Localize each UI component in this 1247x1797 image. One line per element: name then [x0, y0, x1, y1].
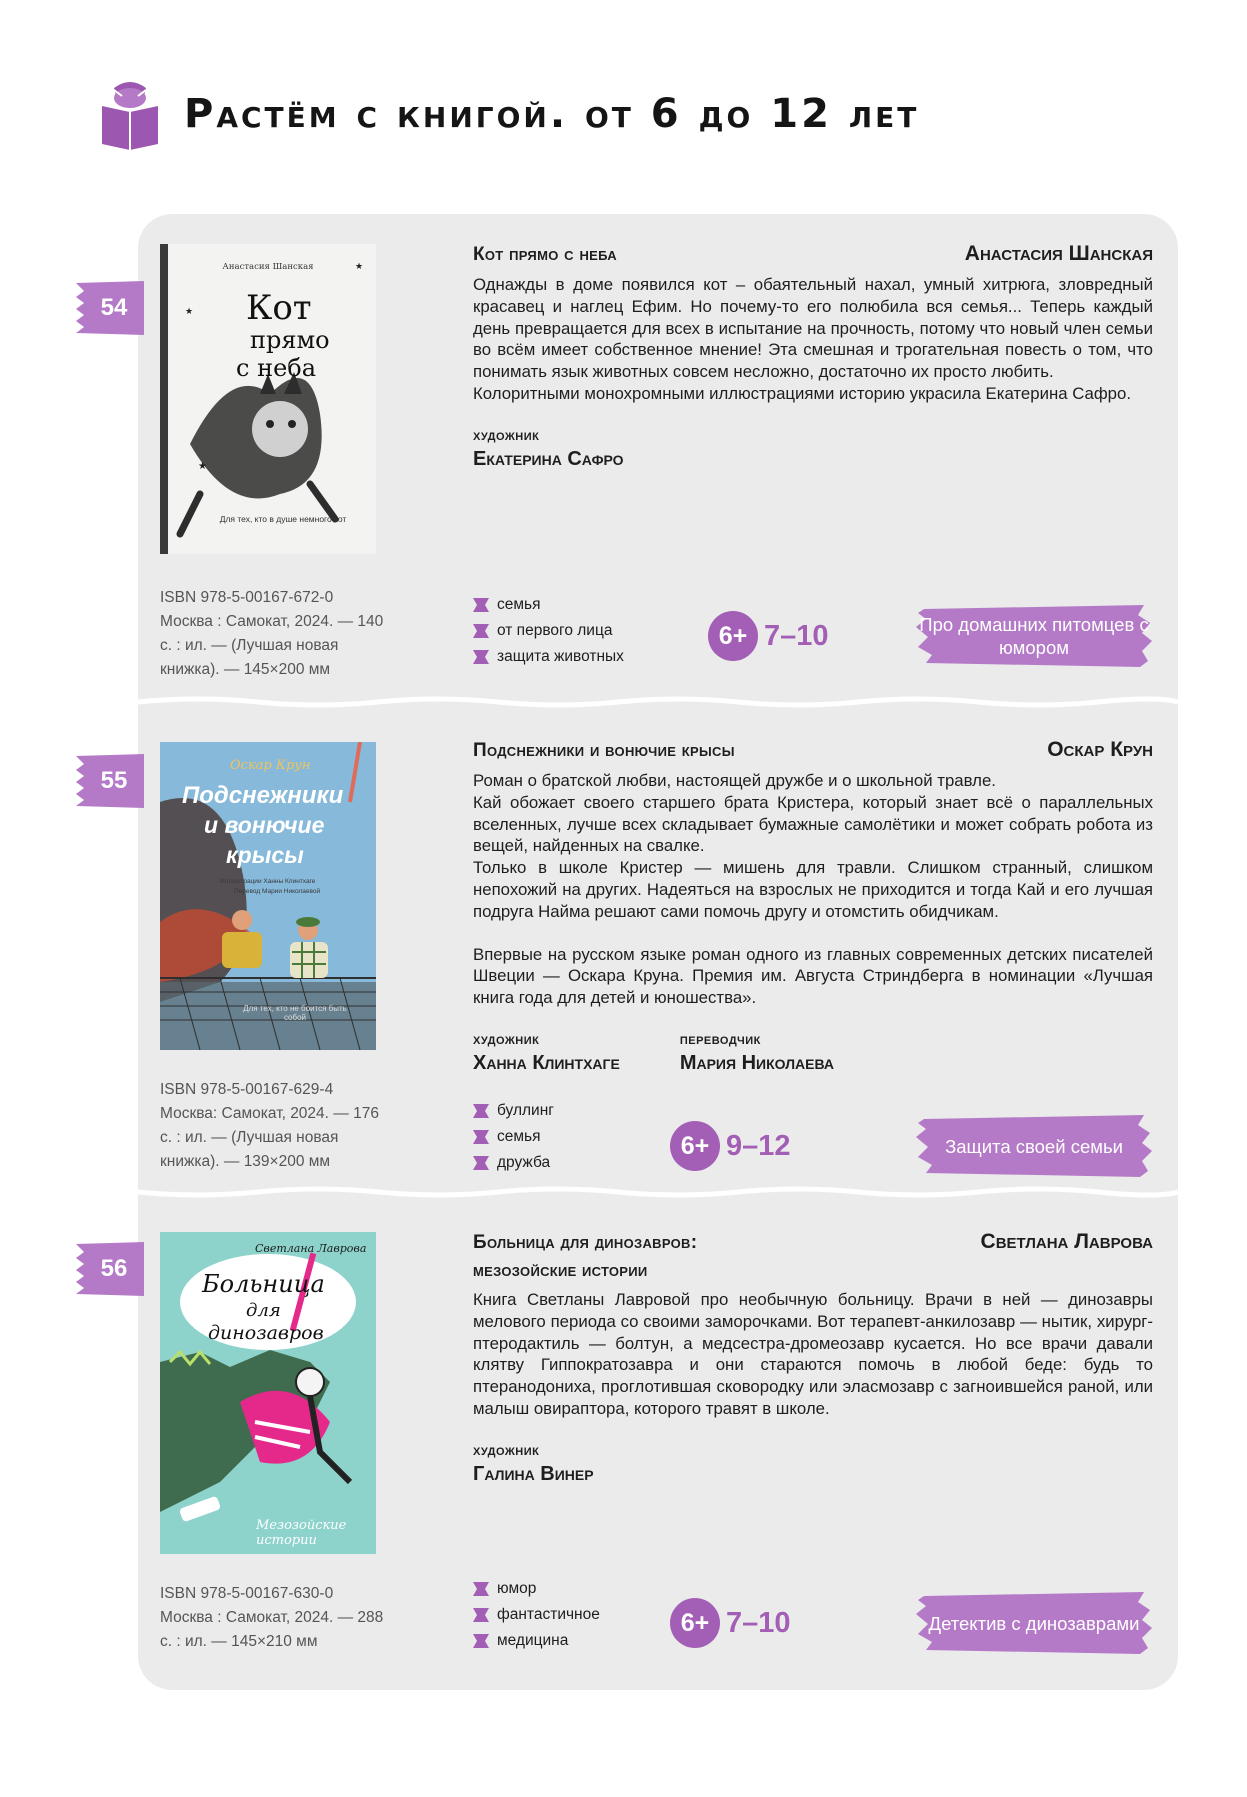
bookmark-icon	[473, 1608, 489, 1622]
entry-number: 54	[100, 294, 128, 321]
theme-badge[interactable]	[916, 605, 1152, 667]
cover-tagline: Мезозойские истории	[256, 1518, 347, 1548]
theme-badge[interactable]	[916, 1115, 1152, 1177]
cover-author: Оскар Крун	[230, 758, 311, 773]
description-paragraph: Впервые на русском языке роман одного из главных современных детских писателей Швеции — Оскара Круна. Премия им. Августа Стриндберга в номинации «Лучшая книга года для детей и юношества».	[473, 944, 1153, 1008]
cover-title-line: для	[246, 1300, 281, 1321]
tag-label: от первого лица	[497, 622, 613, 639]
tag-item[interactable]	[473, 1098, 554, 1124]
bibliographic-info: ISBN 978-5-00167-630-0 Москва : Самокат, 2024. — 288 с. : ил. — 145×210 мм	[160, 1585, 384, 1650]
cover-tagline: Для тех, кто в душе немного кот	[219, 514, 347, 524]
bibliographic-info: ISBN 978-5-00167-629-4 Москва: Самокат, 2024. — 176 с. : ил. — (Лучшая новая книжка). — 139×200 мм	[160, 1081, 379, 1170]
book-title: Подснежники и вонючие крысы	[473, 740, 735, 761]
book-subtitle: мезозойские истории	[473, 1260, 648, 1280]
credit-name: Мария Николаева	[679, 1051, 835, 1074]
book-entry	[100, 1198, 1178, 1690]
bookmark-icon	[473, 1104, 489, 1118]
book-entry	[100, 214, 1178, 696]
cover-title-line: Подснежники	[182, 782, 344, 809]
section-divider	[138, 1186, 1178, 1198]
entry-number: 56	[100, 1255, 128, 1282]
entry-number-tab	[76, 754, 144, 808]
book-description	[473, 1289, 1153, 1420]
tag-label: юмор	[497, 1580, 537, 1597]
cover-credit: Иллюстрации Ханны Клинтхаге	[220, 878, 316, 885]
age-range: 7–10	[726, 1606, 791, 1639]
book-info	[473, 738, 1153, 1075]
bookmark-icon	[473, 598, 489, 612]
cover-title-line: Больница	[202, 1270, 325, 1298]
tag-label: семья	[497, 1128, 541, 1145]
age-range: 9–12	[726, 1129, 791, 1162]
book-cover[interactable]	[160, 244, 376, 554]
cover-tagline: Для тех, кто не боится быть собой	[243, 1004, 347, 1022]
book-entry	[100, 708, 1178, 1186]
tag-item[interactable]	[473, 1576, 600, 1602]
cover-title-line: крысы	[226, 842, 304, 868]
book-author: Оскар Крун	[1047, 738, 1153, 761]
page-header	[100, 78, 919, 150]
book-author: Анастасия Шанская	[964, 242, 1153, 265]
bookmark-icon	[473, 624, 489, 638]
book-cover[interactable]	[160, 1232, 376, 1554]
tag-label: семья	[497, 596, 541, 613]
age-rating	[670, 1121, 791, 1171]
credit	[473, 1031, 620, 1075]
tag-list	[473, 1098, 554, 1176]
credit	[473, 1442, 594, 1486]
tag-item[interactable]	[473, 618, 624, 644]
tag-label: защита животных	[497, 648, 624, 665]
bookmark-icon	[473, 1130, 489, 1144]
tag-item[interactable]	[473, 1124, 554, 1150]
credit-role: художник	[473, 1030, 540, 1048]
bookmark-icon	[473, 1156, 489, 1170]
age-range: 7–10	[764, 619, 829, 652]
cover-title-line: динозавров	[208, 1322, 324, 1344]
tag-list	[473, 592, 624, 670]
badge-label: Про домашних питомцев с юмором	[919, 614, 1149, 658]
tag-label: дружба	[497, 1154, 551, 1171]
book-cover[interactable]	[160, 742, 376, 1050]
book-description	[473, 770, 1153, 1009]
age-mark: 6+	[670, 1121, 720, 1171]
tag-label: буллинг	[497, 1102, 554, 1119]
book-title: Кот прямо с неба	[473, 244, 617, 265]
description-paragraph: Только в школе Кристер — мишень для травли. Слишком странный, слишком непохожий на других. Надеяться на взрослых не приходится и тогда Кай и его лучшая подруга Найма решают сами помочь другу и отомстить обидчикам.	[473, 858, 1153, 921]
cover-title-line: прямо	[250, 326, 330, 354]
credit-name: Екатерина Сафро	[473, 447, 624, 470]
book-title: Больница для динозавров:	[473, 1232, 698, 1253]
bookmark-icon	[473, 1634, 489, 1648]
cover-title-line: и вонючие	[204, 812, 325, 838]
tag-label: фантастичное	[497, 1606, 600, 1623]
cover-title-line: Кот	[246, 288, 312, 328]
credit-name: Ханна Клинтхаге	[473, 1051, 620, 1074]
book-credits	[473, 1442, 1153, 1486]
description-paragraph: Книга Светланы Лавровой про необычную больницу. Врачи в ней — динозавры мелового периода со своими заморочками. Вот терапевт-анкилозавр — нытик, хирург-птеродактиль — болтун, а медсестра-дромеозавр кусается. Но все врачи давали клятву Гиппократозавра и они стараются помочь в любой беде: будь то птеранодониха, проглотившая сковородку или эласмозавр с загноившейся раной, или малыш овираптора, которого травят в школе.	[473, 1290, 1153, 1418]
entry-number-tab	[76, 281, 144, 335]
badge-label: Защита своей семьи	[945, 1135, 1123, 1157]
credit	[473, 427, 624, 471]
bookmark-icon	[473, 650, 489, 664]
section-divider	[138, 696, 1178, 708]
cover-author: Анастасия Шанская	[222, 262, 314, 272]
description-paragraph: Кай обожает своего старшего брата Кристера, который знает всё о параллельных вселенных, лучше всех складывает бумажные самолётики и может собрать робота из вещей, найденных на свалке.	[473, 792, 1153, 856]
svg-text:★: ★	[355, 261, 364, 271]
svg-text:★: ★	[185, 306, 194, 316]
tag-item[interactable]	[473, 592, 624, 618]
tag-item[interactable]	[473, 1628, 600, 1654]
age-rating	[708, 611, 829, 661]
credit-role: переводчик	[679, 1030, 761, 1048]
tag-item[interactable]	[473, 1602, 600, 1628]
tag-label: медицина	[497, 1632, 569, 1649]
age-rating	[670, 1598, 791, 1648]
book-credits	[473, 1031, 1153, 1075]
age-mark: 6+	[708, 611, 758, 661]
book-credits	[473, 427, 1153, 471]
page-title: Растём с книгой. от 6 до 12 лет	[184, 91, 920, 137]
entry-number-tab	[76, 1242, 144, 1296]
badge-label: Детектив с динозаврами	[928, 1612, 1140, 1634]
credit	[680, 1031, 834, 1075]
description-paragraph: Однажды в доме появился кот – обаятельный нахал, умный хитрюга, зловредный красавец и наглец Ефим. Но почему-то его полюбила вся семья... Теперь каждый день превращается для всех в испытание на прочность, потому что новый член семьи во всём имеет собственное мнение! Эта смешная и трогательная повесть о том, что понимать язык животных совсем несложно, достаточно их просто любить.	[473, 275, 1153, 382]
description-paragraph: Колоритными монохромными иллюстрациями историю украсила Екатерина Сафро.	[473, 383, 1132, 403]
bookmark-icon	[473, 1582, 489, 1596]
book-info	[473, 242, 1153, 471]
tag-item[interactable]	[473, 644, 624, 670]
entry-number: 55	[100, 767, 128, 794]
credit-role: художник	[473, 426, 540, 444]
cover-credit: Перевод Марии Николаевой	[234, 888, 321, 895]
book-author: Светлана Лаврова	[980, 1230, 1153, 1253]
cover-author: Светлана Лаврова	[255, 1242, 367, 1255]
book-description	[473, 274, 1153, 405]
svg-text:★: ★	[198, 461, 207, 472]
reading-child-icon	[100, 78, 160, 150]
bibliographic-info: ISBN 978-5-00167-672-0 Москва : Самокат, 2024. — 140 с. : ил. — (Лучшая новая книжка). — 145×200 мм	[160, 589, 384, 678]
cover-title-line: с неба	[236, 354, 317, 382]
age-mark: 6+	[670, 1598, 720, 1648]
tag-list	[473, 1576, 600, 1654]
description-paragraph: Роман о братской любви, настоящей дружбе и о школьной травле.	[473, 771, 996, 790]
credit-name: Галина Винер	[473, 1462, 594, 1485]
credit-role: художник	[473, 1441, 540, 1459]
book-info	[473, 1230, 1153, 1486]
tag-item[interactable]	[473, 1150, 554, 1176]
theme-badge[interactable]	[916, 1592, 1152, 1654]
